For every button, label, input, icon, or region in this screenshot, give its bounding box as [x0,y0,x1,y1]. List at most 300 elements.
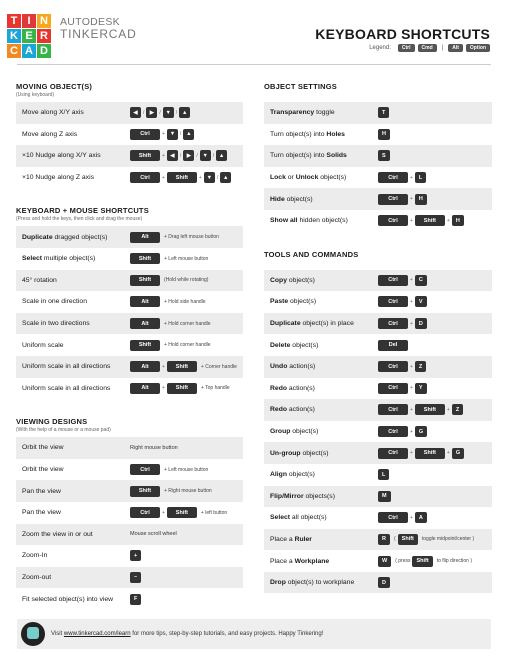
key-combo [378,534,474,545]
key-cap: T [378,107,389,118]
key-separator: + [162,385,165,392]
key-cap: Ctrl [378,361,408,372]
label-part: objects(s) [303,492,335,500]
legend-ctrl-key: Ctrl [398,44,415,52]
shortcut-list [16,437,243,610]
key-separator: + [162,152,165,159]
legend-divider: | [441,45,444,51]
key-cap: Ctrl [378,296,408,307]
shortcut-label [270,493,378,500]
key-note: + Right mouse button [164,488,212,495]
section-title: OBJECT SETTINGS [264,82,338,91]
footer-post: for more tips, step-by-step tutorials, and easy projects. Happy Tinkering! [130,631,324,637]
key-combo [130,275,208,286]
shortcut-row [264,270,492,292]
shortcut-row [264,572,492,594]
key-combo [130,232,219,243]
shortcut-label [22,363,130,370]
key-cap: Ctrl [378,194,408,205]
key-separator: + [410,174,413,181]
label-part: Hide [270,195,285,203]
key-cap: ◀ [167,150,178,161]
key-cap: – [130,572,141,583]
key-separator: / [212,152,215,159]
action-text: Mouse scroll wheel [130,531,177,538]
label-part: Transparency [270,109,315,117]
shortcut-label [270,450,378,457]
shortcut-row [16,313,243,335]
legend-option-key: Option [466,44,490,52]
shortcut-label [270,471,378,478]
key-combo [378,107,389,118]
key-cap: Shift [130,340,160,351]
key-combo [130,107,190,118]
label-part: object(s) [318,174,347,182]
label-part: dragged object(s) [52,233,108,241]
footer-bar [17,619,491,649]
shortcut-label [22,531,130,538]
logo-tile: R [37,29,51,43]
key-separator: / [143,109,145,116]
shortcut-list [264,102,492,232]
shortcut-row [264,356,492,378]
label-part: Flip/Mirror [270,492,304,500]
key-cap: Shift [415,404,445,415]
label-part: Copy [270,276,287,284]
section-left-0 [16,82,243,188]
shortcut-row [264,507,492,529]
shortcut-row [16,480,243,502]
label-part: Turn object(s) into [270,152,327,160]
key-note: + Top handle [200,385,230,392]
key-separator: / [159,109,161,116]
key-cap: G [452,448,464,459]
key-combo [378,150,390,161]
key-cap: ▶ [183,150,194,161]
shortcut-row [264,529,492,551]
label-part: object(s) [288,298,317,306]
label-part: Scale in two directions [22,320,90,328]
key-cap: L [378,469,389,480]
label-part: toggle [314,109,335,117]
key-cap: Z [415,361,426,372]
label-part: Workplane [294,557,330,565]
key-combo [130,253,208,264]
key-separator: / [175,109,178,116]
key-cap: Shift [415,215,445,226]
label-part: object(s) [287,276,315,284]
label-part: Uniform scale in all directions [22,363,111,371]
key-separator: + [162,363,165,370]
label-part: object(s) [300,449,329,457]
section-subtitle: (With the help of a mouse or a mouse pad) [16,427,111,434]
shortcut-label [22,320,130,327]
key-combo [130,486,212,497]
key-cap: ▲ [220,172,231,183]
logo-tile: E [22,29,36,43]
label-part: Move along Z axis [22,130,78,138]
key-separator: + [410,450,413,457]
key-separator: + [410,363,413,370]
key-combo [130,150,227,161]
key-cap: Ctrl [130,129,160,140]
label-part: Redo [270,384,287,392]
key-combo [130,296,206,307]
shortcut-row [16,545,243,567]
logo-tile: C [7,44,21,58]
key-cap: Ctrl [378,448,408,459]
key-combo [130,464,208,475]
shortcut-row [264,421,492,443]
key-combo [378,275,427,286]
key-cap: Shift [415,448,445,459]
label-part: ×10 Nudge along Z axis [22,174,94,182]
key-combo [378,296,427,307]
key-note: ( press [395,558,411,565]
shortcut-list [16,102,243,188]
shortcut-label [270,579,378,586]
shortcut-label [270,109,378,116]
key-cap: Ctrl [378,318,408,329]
key-separator: + [410,428,413,435]
key-separator: + [410,406,413,413]
key-cap: H [415,194,427,205]
key-cap: Ctrl [378,426,408,437]
key-cap: Shift [167,383,197,394]
label-part: Zoom the view in or out [22,530,93,538]
key-cap: Alt [130,232,160,243]
label-part: Lock [270,174,286,182]
logo-tile: A [22,44,36,58]
key-combo [378,404,463,415]
label-part: Uniform scale in all directions [22,384,111,392]
key-note: + Corner handle [200,363,237,370]
label-part: Turn object(s) into [270,130,327,138]
key-cap: Alt [130,383,160,394]
key-cap: Alt [130,318,160,329]
shortcut-label [270,298,378,305]
shortcut-row [16,226,243,248]
shortcut-label [270,536,378,543]
shortcut-label [270,277,378,284]
key-cap: Alt [130,296,160,307]
logo-tile: I [22,14,36,28]
key-separator: / [179,152,182,159]
key-combo [130,550,141,561]
section-right-1 [264,250,492,594]
label-part: Place a [270,557,295,565]
key-cap: H [378,129,390,140]
shortcut-row [16,524,243,546]
key-separator: + [410,320,413,327]
label-part: Show all [270,217,298,225]
key-combo [378,469,389,480]
key-cap: G [415,426,427,437]
key-cap: C [415,275,427,286]
shortcut-label [22,298,130,305]
key-combo [130,361,237,372]
label-part: Group [270,428,291,436]
shortcut-label [270,131,378,138]
key-cap: Ctrl [130,507,160,518]
shortcut-label [22,152,130,159]
key-separator: + [410,385,413,392]
shortcut-label [22,574,130,581]
key-cap: W [378,556,391,567]
label-part: Duplicate [270,320,301,328]
label-part: Pan the view [22,487,61,495]
key-cap: ▲ [179,107,190,118]
shortcut-row [264,102,492,124]
label-part: Orbit the view [22,444,64,452]
key-combo [378,556,472,567]
key-combo [378,194,427,205]
footer-link[interactable]: www.tinkercad.com/learn [63,631,131,637]
shortcut-label [270,217,378,224]
shortcut-label [22,385,130,392]
key-note: + Hold side handle [164,298,206,305]
key-cap: M [378,491,391,502]
page-title: KEYBOARD SHORTCUTS [315,26,490,42]
key-cap: Shift [130,253,160,264]
key-cap: ▲ [183,129,194,140]
shortcut-label [270,342,378,349]
key-cap: F [130,594,141,605]
key-cap: Del [378,340,408,351]
label-part: Select [270,514,291,522]
key-cap: Ctrl [378,512,408,523]
key-cap: ▼ [163,107,174,118]
key-cap: Ctrl [378,383,408,394]
section-title: MOVING OBJECT(S) [16,82,93,91]
legend-label: Legend: [369,45,391,51]
key-cap: Shift [130,150,160,161]
key-cap: A [415,512,427,523]
label-part: object(s) [287,471,315,479]
label-part: Align [270,471,287,479]
shortcut-label [22,255,130,262]
shortcut-row [264,210,492,232]
key-combo [378,577,390,588]
shortcut-list [16,226,243,399]
key-combo [130,340,211,351]
key-separator: + [446,450,450,457]
shortcut-label [22,234,130,241]
label-part: Place a [270,535,295,543]
shortcut-label [270,174,378,181]
key-combo [378,129,390,140]
label-part: Fit selected object(s) into view [22,595,114,603]
shortcut-label [270,514,378,521]
footer-pre: Visit [51,631,64,637]
key-separator: + [410,514,413,521]
key-combo [130,318,211,329]
shortcut-row [16,291,243,313]
key-combo [378,448,464,459]
label-part: Undo [270,363,288,371]
shortcut-label [270,406,378,413]
key-note: + Hold corner handle [164,342,211,349]
label-part: Ruler [294,535,312,543]
shortcut-label [22,342,130,349]
section-title: KEYBOARD + MOUSE SHORTCUTS [16,206,149,216]
key-cap: D [415,318,427,329]
key-note: + Hold corner handle [164,320,211,327]
label-part: action(s) [287,363,316,371]
section-right-0 [264,82,492,232]
logo-tile: D [37,44,51,58]
key-cap: S [378,150,390,161]
label-part: Un-group [270,449,301,457]
key-cap: ▼ [167,129,178,140]
shortcut-row [264,145,492,167]
label-part: ×10 Nudge along X/Y axis [22,152,101,160]
key-separator: + [198,174,202,181]
key-combo [378,491,391,502]
key-cap: Ctrl [130,172,160,183]
key-combo [130,572,141,583]
section-spacer [264,92,492,98]
label-part: Uniform scale [22,341,64,349]
key-cap: H [452,215,464,226]
shortcut-label [22,174,130,181]
key-combo [130,129,194,140]
tinkercad-mascot-icon [21,622,45,646]
shortcut-label [270,363,378,370]
label-part: Holes [326,130,345,138]
label-part: action(s) [287,384,315,392]
legend [369,44,490,52]
shortcut-row [264,124,492,146]
key-note: + Left mouse button [164,255,209,262]
key-combo [130,594,141,605]
shortcut-row [264,399,492,421]
key-separator: + [162,509,165,516]
key-cap: Y [415,383,427,394]
shortcut-label [270,558,378,565]
shortcut-row [16,270,243,292]
key-separator: / [196,152,198,159]
key-separator: + [410,298,413,305]
key-cap: Ctrl [378,404,408,415]
key-note: + Drag left mouse button [164,234,219,241]
shortcut-label [270,385,378,392]
section-left-2 [16,417,243,610]
key-combo [378,215,464,226]
key-cap: ▼ [200,150,211,161]
logo-tile: N [37,14,51,28]
label-part: action(s) [287,406,315,414]
legend-cmd-key: Cmd [418,44,437,52]
shortcut-list [264,270,492,594]
key-note: + left button [200,509,228,516]
key-cap: Shift [398,534,418,545]
key-cap: Ctrl [130,464,160,475]
label-part: Move along X/Y axis [22,109,84,117]
key-cap: V [415,296,427,307]
shortcut-label [22,444,130,451]
shortcut-label [22,596,130,603]
key-combo [378,383,427,394]
key-combo [378,318,427,329]
key-combo [378,361,426,372]
shortcut-label [22,509,130,516]
key-note: to flip direction ) [436,558,473,565]
shortcut-row [16,334,243,356]
shortcut-row [16,459,243,481]
key-cap: ▶ [146,107,157,118]
label-part: Unlock [295,174,319,182]
shortcut-row [264,334,492,356]
key-cap: Shift [412,556,432,567]
shortcut-row [264,188,492,210]
label-part: Scale in one direction [22,298,87,306]
key-separator: / [216,174,219,181]
key-separator: / [179,131,182,138]
label-part: object(s) [284,195,313,203]
section-subtitle: (Using keyboard) [16,92,55,98]
key-cap: D [378,577,390,588]
shortcut-label [270,428,378,435]
section-title: TOOLS AND COMMANDS [264,249,359,259]
key-note: toggle midpoint/center ) [421,536,475,543]
action-text: Right mouse button [130,444,178,451]
label-part: all object(s) [290,514,327,522]
left-column [16,78,243,610]
key-cap: Shift [167,172,197,183]
key-separator: + [410,217,413,224]
label-part: object(s) to workplane [285,579,355,587]
brand-line1: AUTODESK [60,16,120,28]
label-part: or [285,174,296,182]
label-part: Solids [326,152,347,160]
key-combo [130,383,230,394]
key-cap: L [415,172,426,183]
label-part: Pan the view [22,509,61,517]
label-part: hidden object(s) [297,217,348,225]
legend-alt-key: Alt [448,44,463,52]
key-cap: Shift [167,361,197,372]
key-cap: Shift [130,486,160,497]
key-note: ( [393,536,396,543]
label-part: Select [22,255,43,263]
shortcut-row [264,313,492,335]
shortcut-row [16,102,243,124]
section-spacer [264,260,492,266]
right-column [264,78,492,593]
shortcut-row [264,486,492,508]
shortcut-row [264,464,492,486]
shortcut-row [16,567,243,589]
key-combo [378,172,426,183]
header-divider [17,64,491,65]
shortcut-label [270,152,378,159]
key-cap: Z [452,404,463,415]
autodesk-tinkercad-wordmark [60,16,137,40]
logo-tile: K [7,29,21,43]
key-cap: Alt [130,361,160,372]
key-cap: ◀ [130,107,141,118]
key-combo [378,426,427,437]
section-subtitle: (Press and hold the keys, then click and drag the mouse) [16,216,143,223]
key-separator: + [446,217,450,224]
label-part: Redo [270,406,287,414]
shortcut-row [264,291,492,313]
key-combo [130,507,227,518]
key-cap: Shift [167,507,197,518]
tinkercad-logo [7,14,51,58]
shortcut-row [264,378,492,400]
